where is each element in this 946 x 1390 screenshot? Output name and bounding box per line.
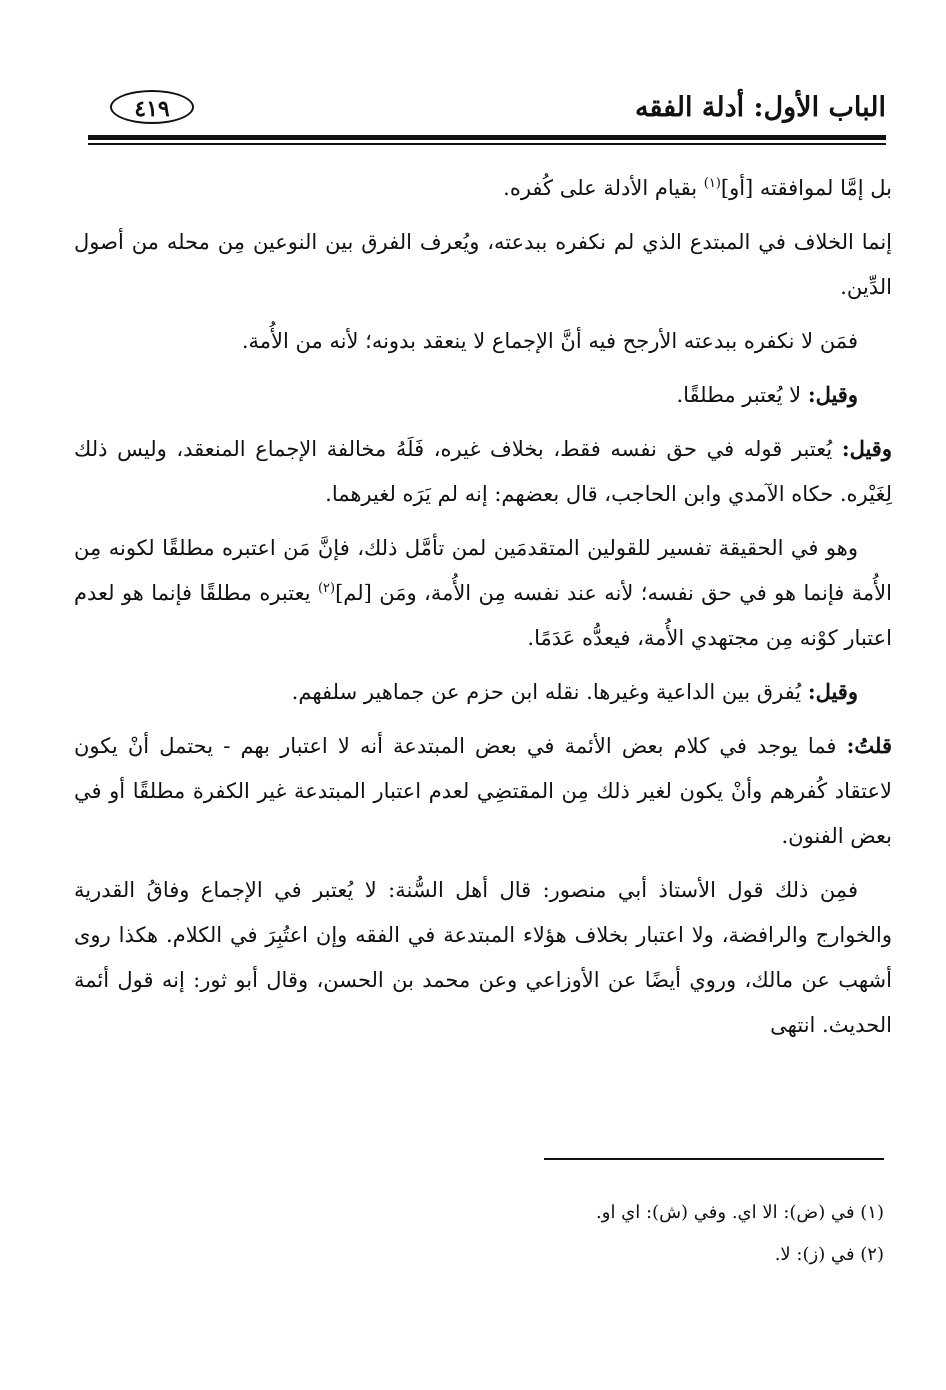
paragraph-7: وقيل: يُفرق بين الداعية وغيرها. نقله ابن حزم عن جماهير سلفهم.	[291, 679, 858, 704]
chapter-title: الباب الأول: أدلة الفقه	[635, 92, 886, 123]
footnote-ref-2: (٢)	[317, 581, 336, 596]
paragraph-2: إنما الخلاف في المبتدع الذي لم نكفره ببدعته، ويُعرف الفرق بين النوعين مِن محله من أصول الدِّين.	[74, 230, 893, 299]
footnote-1: (١) في (ض): الا اي. وفي (ش): اي او.	[596, 1202, 884, 1223]
paragraph-6: وهو في الحقيقة تفسير للقولين المتقدمَين لمن تأمَّل ذلك، فإنَّ مَن اعتبره مطلقًا لكونه مِن الأُمة فإنما هو في حق نفسه؛ لأنه عند نفسه مِن الأُمة، ومَن [لم]$^{(٢)}$ يعتبره مطلقًا فإنما هو لعدم اعتبار كوْنه مِن مجتهدي الأُمة، فيعدُّه عَدَمًا.	[74, 536, 892, 650]
paragraph-3: فمَن لا نكفره ببدعته الأرجح فيه أنَّ الإجماع لا ينعقد بدونه؛ لأنه من الأُمة.	[241, 329, 858, 353]
paragraph-1: بل إمَّا لموافقته [أو]$^{(١)}$ بقيام الأدلة على كُفره.	[503, 176, 892, 200]
paragraph-5: وقيل: يُعتبر قوله في حق نفسه فقط، بخلاف غيره، فَلَهُ مخالفة الإجماع المنعقد، وليس ذلك لِغَيْره. حكاه الآمدي وابن الحاجب، قال بعضهم: إنه لم يَرَه لغيرهما.	[74, 436, 892, 506]
page-header	[90, 88, 886, 128]
main-text	[74, 165, 892, 1056]
page-number-badge: ٤١٩	[110, 90, 194, 124]
footnote-separator	[544, 1158, 884, 1160]
header-rule-thin	[88, 143, 886, 145]
paragraph-4: وقيل: لا يُعتبر مطلقًا.	[676, 382, 858, 407]
footnotes	[74, 1192, 884, 1276]
header-rule-thick	[88, 135, 886, 140]
footnote-ref-1: (١)	[703, 176, 721, 191]
paragraph-8: قلتُ: فما يوجد في كلام بعض الأئمة في بعض المبتدعة أنه لا اعتبار بهم - يحتمل أنْ يكون لاعتقاد كُفرهم وأنْ يكون لغير ذلك مِن المقتضِي لعدم اعتبار المبتدعة غير الكفرة مطلقًا أو في بعض الفنون.	[74, 733, 892, 848]
paragraph-9: فمِن ذلك قول الأستاذ أبي منصور: قال أهل السُّنة: لا يُعتبر في الإجماع وفاقُ القدرية والخوارج والرافضة، ولا اعتبار بخلاف هؤلاء المبتدعة في الفقه وإن اعتُبِرَ في الكلام. هكذا روى أشهب عن مالك، وروي أيضًا عن الأوزاعي وعن محمد بن الحسن، وقال أبو ثور: إنه قول أئمة الحديث. انتهى	[74, 878, 892, 1037]
footnote-2: (٢) في (ز): لا.	[774, 1244, 884, 1265]
